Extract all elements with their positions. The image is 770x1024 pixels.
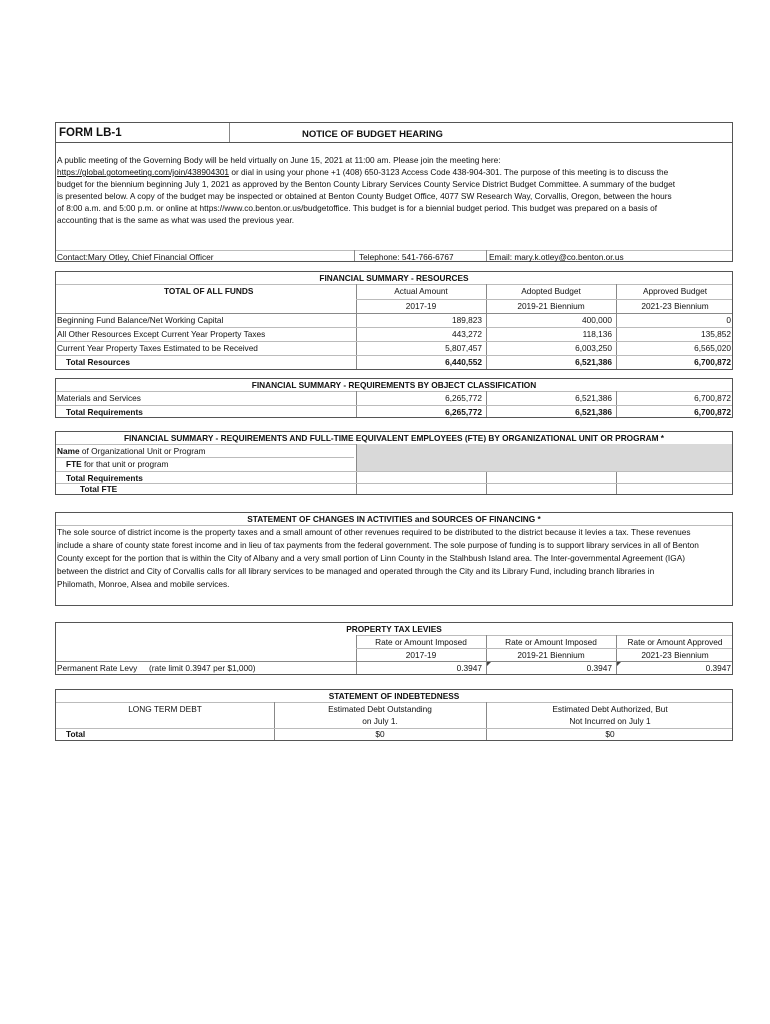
fte-row-unit: FTE for that unit or program [66, 459, 169, 469]
cell-value: 400,000 [582, 315, 612, 325]
total-value: 6,521,386 [575, 407, 612, 417]
fte-title: FINANCIAL SUMMARY - REQUIREMENTS AND FULL-TIME EQUIVALENT EMPLOYEES (FTE) BY ORGANIZATIONAL UNIT OR PROGRAM * [123, 433, 665, 443]
total-value: 6,700,872 [694, 407, 731, 417]
total-label: Total Resources [66, 357, 130, 367]
changes-line: include a share of county state forest income and in lieu of tax payments from the federal government. The sole purpose of funding is to support library services in all of Benton [57, 540, 699, 550]
cell-value: 443,272 [452, 329, 482, 339]
col-period: 2019-21 Biennium [517, 301, 585, 311]
changes-line: The sole source of district income is the property taxes and a small amount of other revenues required to be distributed to the district because it levies a tax. These revenues [57, 527, 691, 537]
levies-table [55, 622, 733, 675]
notice-block [55, 142, 733, 262]
levies-title: PROPERTY TAX LEVIES [346, 624, 442, 634]
cell-value: 6,003,250 [575, 343, 612, 353]
col-header: Actual Amount [394, 286, 448, 296]
changes-line: Philomath, Monroe, Alsea and mobile services. [57, 579, 230, 589]
debt-col1-header: on July 1. [362, 716, 398, 726]
cell-value: 6,521,386 [575, 393, 612, 403]
cell-value: 6,565,020 [694, 343, 731, 353]
budget-form [55, 122, 733, 741]
total-value: 6,700,872 [694, 357, 731, 367]
levy-rate-limit: (rate limit 0.3947 per $1,000) [149, 663, 256, 673]
col-period: 2021-23 Biennium [641, 301, 709, 311]
notice-line [57, 166, 668, 178]
fte-table [55, 431, 733, 495]
requirements-title: FINANCIAL SUMMARY - REQUIREMENTS BY OBJECT CLASSIFICATION [251, 380, 537, 390]
notice-line: budget for the biennium beginning July 1, 2021 as approved by the Benton County Library Services County Service District Budget Committee. A summary of the budget [57, 179, 676, 189]
total-label: Total Requirements [66, 407, 143, 417]
debt-col2-header: Not Incurred on July 1 [569, 716, 651, 726]
cell-value: 5,807,457 [445, 343, 482, 353]
resources-label-header: TOTAL OF ALL FUNDS [164, 286, 254, 296]
row-label: All Other Resources Except Current Year Property Taxes [57, 329, 266, 339]
debt-label-header: LONG TERM DEBT [128, 704, 202, 714]
requirements-table [55, 378, 733, 418]
form-title: NOTICE OF BUDGET HEARING [302, 129, 443, 140]
debt-total-label: Total [66, 729, 86, 739]
fte-row-name: Name of Organizational Unit or Program [57, 446, 206, 456]
total-value: 6,265,772 [445, 407, 482, 417]
form-id: FORM LB-1 [59, 127, 122, 139]
col-period: 2021-23 Biennium [641, 650, 709, 660]
col-period: 2017-19 [405, 650, 437, 660]
email: Email: mary.k.otley@co.benton.or.us [489, 252, 624, 262]
notice-line: is presented below. A copy of the budget may be inspected or obtained at Benton County Budget Office, 4077 SW Research Way, Corvallis, Oregon, between the hours [57, 191, 672, 201]
total-value: 6,440,552 [445, 357, 482, 367]
changes-block [55, 512, 733, 606]
col-header: Rate or Amount Approved [627, 637, 723, 647]
col-header: Approved Budget [642, 286, 708, 296]
debt-col2-header: Estimated Debt Authorized, But [552, 704, 668, 714]
changes-line: between the district and City of Corvallis calls for all library services to be managed and operated through the City and its Library Fund, including branch libraries in [57, 566, 655, 576]
notice-line: of 8:00 a.m. and 5:00 p.m. or online at https://www.co.benton.or.us/budgetoffice. This budget is for a biennial budget period. This budget was prepared on a basis of [57, 203, 658, 213]
col-period: 2017-19 [405, 301, 437, 311]
debt-value: $0 [605, 729, 615, 739]
cell-value: 118,136 [582, 329, 612, 339]
notice-line-rest: or dial in using your phone +1 (408) 650-3123 Access Code 438-904-301. The purpose of this meeting is to discuss the [229, 167, 669, 177]
levy-value: 0.3947 [586, 663, 612, 673]
form-header [55, 122, 733, 142]
resources-title: FINANCIAL SUMMARY - RESOURCES [319, 273, 469, 283]
contact: Contact:Mary Otley, Chief Financial Officer [57, 252, 214, 262]
telephone: Telephone: 541-766-6767 [359, 252, 454, 262]
col-period: 2019-21 Biennium [517, 650, 585, 660]
debt-col1-header: Estimated Debt Outstanding [328, 704, 432, 714]
levy-row-label: Permanent Rate Levy [57, 663, 138, 673]
cell-value: 135,852 [701, 329, 731, 339]
col-header: Rate or Amount Imposed [375, 637, 467, 647]
notice-line: A public meeting of the Governing Body will be held virtually on June 15, 2021 at 11:00 am. Please join the meeting here: [57, 155, 501, 165]
fte-total-fte: Total FTE [80, 484, 118, 494]
meeting-link[interactable]: https://global.gotomeeting.com/join/438904301 [57, 167, 230, 177]
debt-title: STATEMENT OF INDEBTEDNESS [328, 691, 460, 701]
cell-value: 189,823 [452, 315, 482, 325]
row-label: Current Year Property Taxes Estimated to be Received [57, 343, 258, 353]
row-label: Beginning Fund Balance/Net Working Capital [57, 315, 224, 325]
cell-value: 6,265,772 [445, 393, 482, 403]
cell-value: 6,700,872 [694, 393, 731, 403]
indebtedness-table [55, 689, 733, 741]
debt-value: $0 [375, 729, 385, 739]
col-header: Rate or Amount Imposed [505, 637, 597, 647]
col-header: Adopted Budget [521, 286, 581, 296]
levy-value: 0.3947 [456, 663, 482, 673]
row-label: Materials and Services [57, 393, 141, 403]
shaded-area [356, 444, 732, 471]
total-value: 6,521,386 [575, 357, 612, 367]
resources-table [55, 271, 733, 370]
changes-line: County except for the portion that is within the City of Albany and a very small portion of Linn County in the Stalhbush Island area. The Inter-governmental Agreement (IGA) [57, 553, 685, 563]
levy-value: 0.3947 [705, 663, 731, 673]
changes-title: STATEMENT OF CHANGES IN ACTIVITIES and SOURCES OF FINANCING * [247, 514, 541, 524]
fte-total-requirements: Total Requirements [66, 473, 143, 483]
cell-value: 0 [726, 315, 731, 325]
notice-line: accounting that is the same as what was used the previous year. [57, 215, 295, 225]
